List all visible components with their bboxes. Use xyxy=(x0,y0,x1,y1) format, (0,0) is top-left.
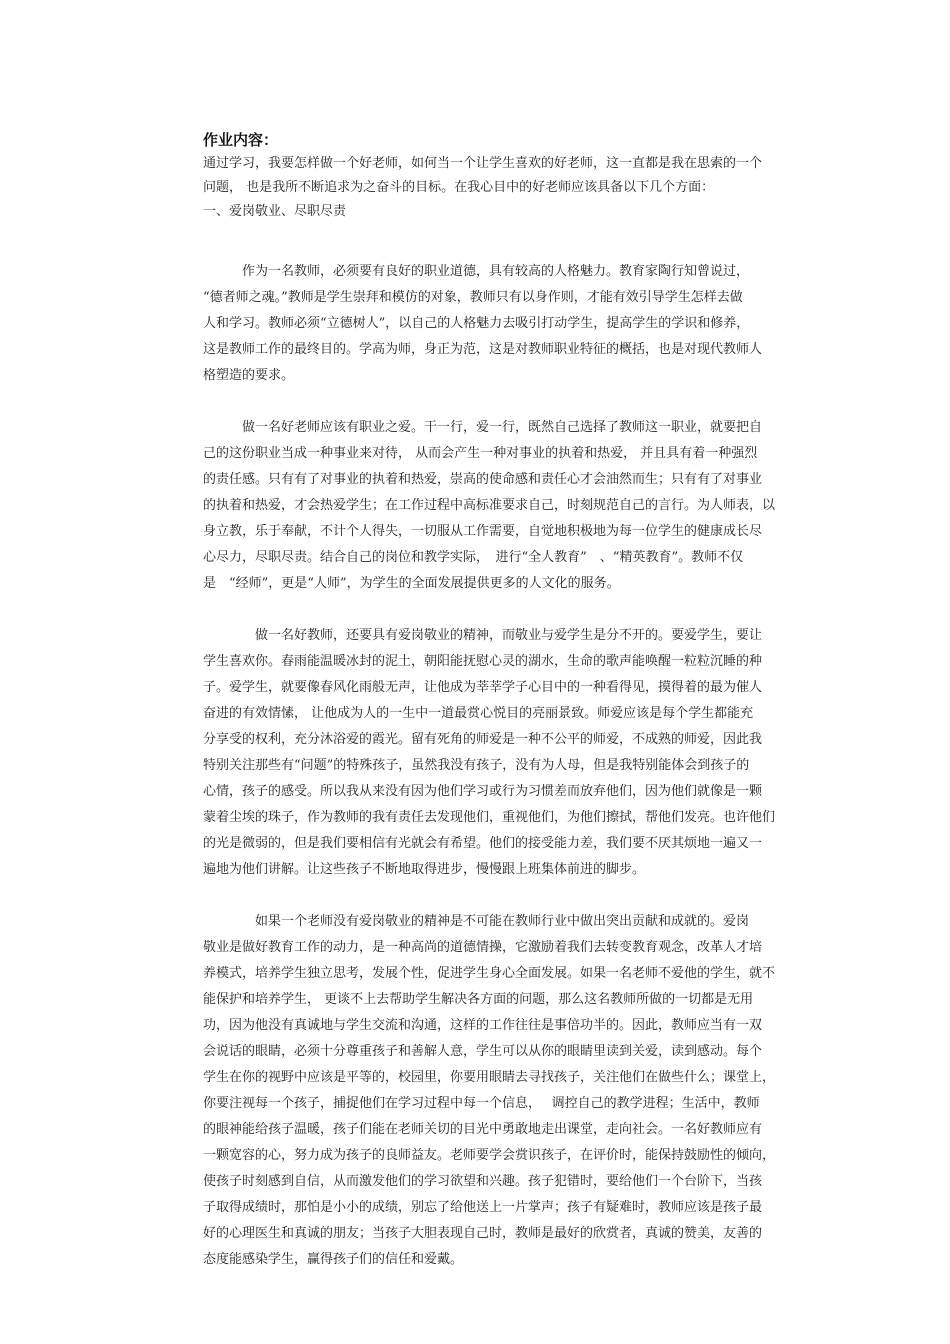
paragraph-line: 会说话的眼睛，必须十分尊重孩子和善解人意，学生可以从你的眼睛里读到关爱，读到感动。每个 xyxy=(203,1044,763,1059)
paragraph-line: 功，因为他没有真诚地与学生交流和沟通，这样的工作往往是事倍功半的。因此，教师应当有一双 xyxy=(203,1018,763,1033)
paragraph-line: 格塑造的要求。 xyxy=(203,368,295,383)
document-content xyxy=(203,128,809,1273)
paragraph-line: 蒙着尘埃的珠子，作为教师的我有责任去发现他们，重视他们，为他们擦拭，帮他们发亮。也许他们 xyxy=(203,810,776,825)
paragraph-2 xyxy=(203,415,809,597)
paragraph-line: 如果一个老师没有爱岗敬业的精神是不可能在教师行业中做出突出贡献和成就的。爱岗 xyxy=(203,914,750,929)
paragraph-line: 好的心理医生和真诚的朋友；当孩子大胆表现自己时，教师是最好的欣赏者，真诚的赞美，友善的 xyxy=(203,1226,763,1241)
paragraph-line: 的执着和热爱，才会热爱学生；在工作过程中高标准要求自己，时刻规范自己的言行。为人师表，以 xyxy=(203,498,776,513)
intro-line: 通过学习，我要怎样做一个好老师，如何当一个让学生喜欢的好老师，这一直都是我在思索的一个 xyxy=(203,156,763,171)
paragraph-line: 人和学习。教师必须“立德树人”，以自己的人格魅力去吸引打动学生，提高学生的学识和修养， xyxy=(203,316,750,331)
paragraph-1 xyxy=(203,259,809,389)
paragraph-line: 子取得成绩时，那怕是小小的成绩，别忘了给他送上一片掌声；孩子有疑难时，教师应该是孩子最 xyxy=(203,1200,763,1215)
paragraph-line: 的光是微弱的，但是我们要相信有光就会有希望。他们的接受能力差，我们要不厌其烦地一遍又一 xyxy=(203,836,763,851)
paragraph-line: 敬业是做好教育工作的动力，是一种高尚的道德情操，它激励着我们去转变教育观念，改革人才培 xyxy=(203,940,763,955)
paragraph-line: 你要注视每一个孩子，捕捉他们在学习过程中每一个信息， 调控自己的教学进程；生活中，教师 xyxy=(203,1096,760,1111)
paragraph-line: 分享受的权利，充分沐浴爱的霞光。留有死角的师爱是一种不公平的师爱，不成熟的师爱，因此我 xyxy=(203,732,763,747)
section-title: 一、爱岗敬业、尽职尽责 xyxy=(203,204,347,219)
intro-block xyxy=(203,152,809,200)
paragraph-line: 己的这份职业当成一种事业来对待， 从而会产生一种对事业的执着和热爱， 并且具有着一种强烈 xyxy=(203,446,758,461)
paragraph-line: 子。爱学生，就要像春风化雨般无声，让他成为莘莘学子心目中的一种看得见，摸得着的最为催人 xyxy=(203,680,763,695)
paragraph-line: 做一名好老师应该有职业之爱。干一行，爱一行，既然自己选择了教师这一职业，就要把自 xyxy=(203,420,763,435)
paragraph-4 xyxy=(203,909,809,1273)
assignment-heading: 作业内容： xyxy=(203,131,279,149)
paragraph-line: 做一名好教师，还要具有爱岗敬业的精神，而敬业与爱学生是分不开的。要爱学生，要让 xyxy=(203,628,763,643)
paragraph-line: 作为一名教师，必须要有良好的职业道德，具有较高的人格魅力。教育家陶行知曾说过， xyxy=(203,264,750,279)
paragraph-line: 是 “经师”，更是“人师”，为学生的全面发展提供更多的人文化的服务。 xyxy=(203,576,620,591)
paragraph-line: “德者师之魂。”教师是学生崇拜和模仿的对象，教师只有以身作则，才能有效引导学生怎样去做 xyxy=(203,290,743,305)
paragraph-line: 遍地为他们讲解。让这些孩子不断地取得进步，慢慢跟上班集体前进的脚步。 xyxy=(203,862,646,877)
paragraph-line: 身立教，乐于奉献，不计个人得失，一切服从工作需要，自觉地积极地为每一位学生的健康成长尽 xyxy=(203,524,763,539)
paragraph-line: 学生在你的视野中应该是平等的，校园里，你要用眼睛去寻找孩子，关注他们在做些什么；课堂上， xyxy=(203,1070,776,1085)
paragraph-line: 特别关注那些有“问题”的特殊孩子，虽然我没有孩子，没有为人母，但是我特别能体会到孩子的 xyxy=(203,758,750,773)
intro-line: 问题， 也是我所不断追求为之奋斗的目标。在我心目中的好老师应该具备以下几个方面： xyxy=(203,180,715,195)
paragraph-line: 能保护和培养学生， 更谈不上去帮助学生解决各方面的问题，那么这名教师所做的一切都是无用 xyxy=(203,992,754,1007)
paragraph-line: 态度能感染学生，赢得孩子们的信任和爱戴。 xyxy=(203,1252,464,1267)
paragraph-line: 养模式，培养学生独立思考，发展个性，促进学生身心全面发展。如果一名老师不爱他的学生，就不 xyxy=(203,966,776,981)
paragraph-line: 心情，孩子的感受。所以我从来没有因为他们学习或行为习惯差而放弃他们，因为他们就像是一颗 xyxy=(203,784,763,799)
paragraph-line: 学生喜欢你。春雨能温暖冰封的泥土，朝阳能抚慰心灵的湖水，生命的歌声能唤醒一粒粒沉睡的种 xyxy=(203,654,763,669)
paragraph-line: 使孩子时刻感到自信，从而激发他们的学习欲望和兴趣。孩子犯错时，要给他们一个台阶下，当孩 xyxy=(203,1174,763,1189)
paragraph-line: 的眼神能给孩子温暖，孩子们能在老师关切的目光中勇敢地走出课堂，走向社会。一名好教师应有 xyxy=(203,1122,763,1137)
paragraph-line: 心尽力，尽职尽责。结合自己的岗位和教学实际， 进行“全人教育” 、“精英教育”。教师不仅 xyxy=(203,550,744,565)
paragraph-3 xyxy=(203,623,809,883)
paragraph-line: 这是教师工作的最终目的。学高为师，身正为范，这是对教师职业特征的概括，也是对现代教师人 xyxy=(203,342,763,357)
paragraph-line: 一颗宽容的心，努力成为孩子的良师益友。老师要学会赏识孩子，在评价时，能保持鼓励性的倾向， xyxy=(203,1148,776,1163)
paragraph-line: 奋进的有效情愫， 让他成为人的一生中一道最赏心悦目的亮丽景致。师爱应该是每个学生都能充 xyxy=(203,706,754,721)
paragraph-line: 的责任感。只有有了对事业的执着和热爱，崇高的使命感和责任心才会油然而生；只有有了对事业 xyxy=(203,472,763,487)
